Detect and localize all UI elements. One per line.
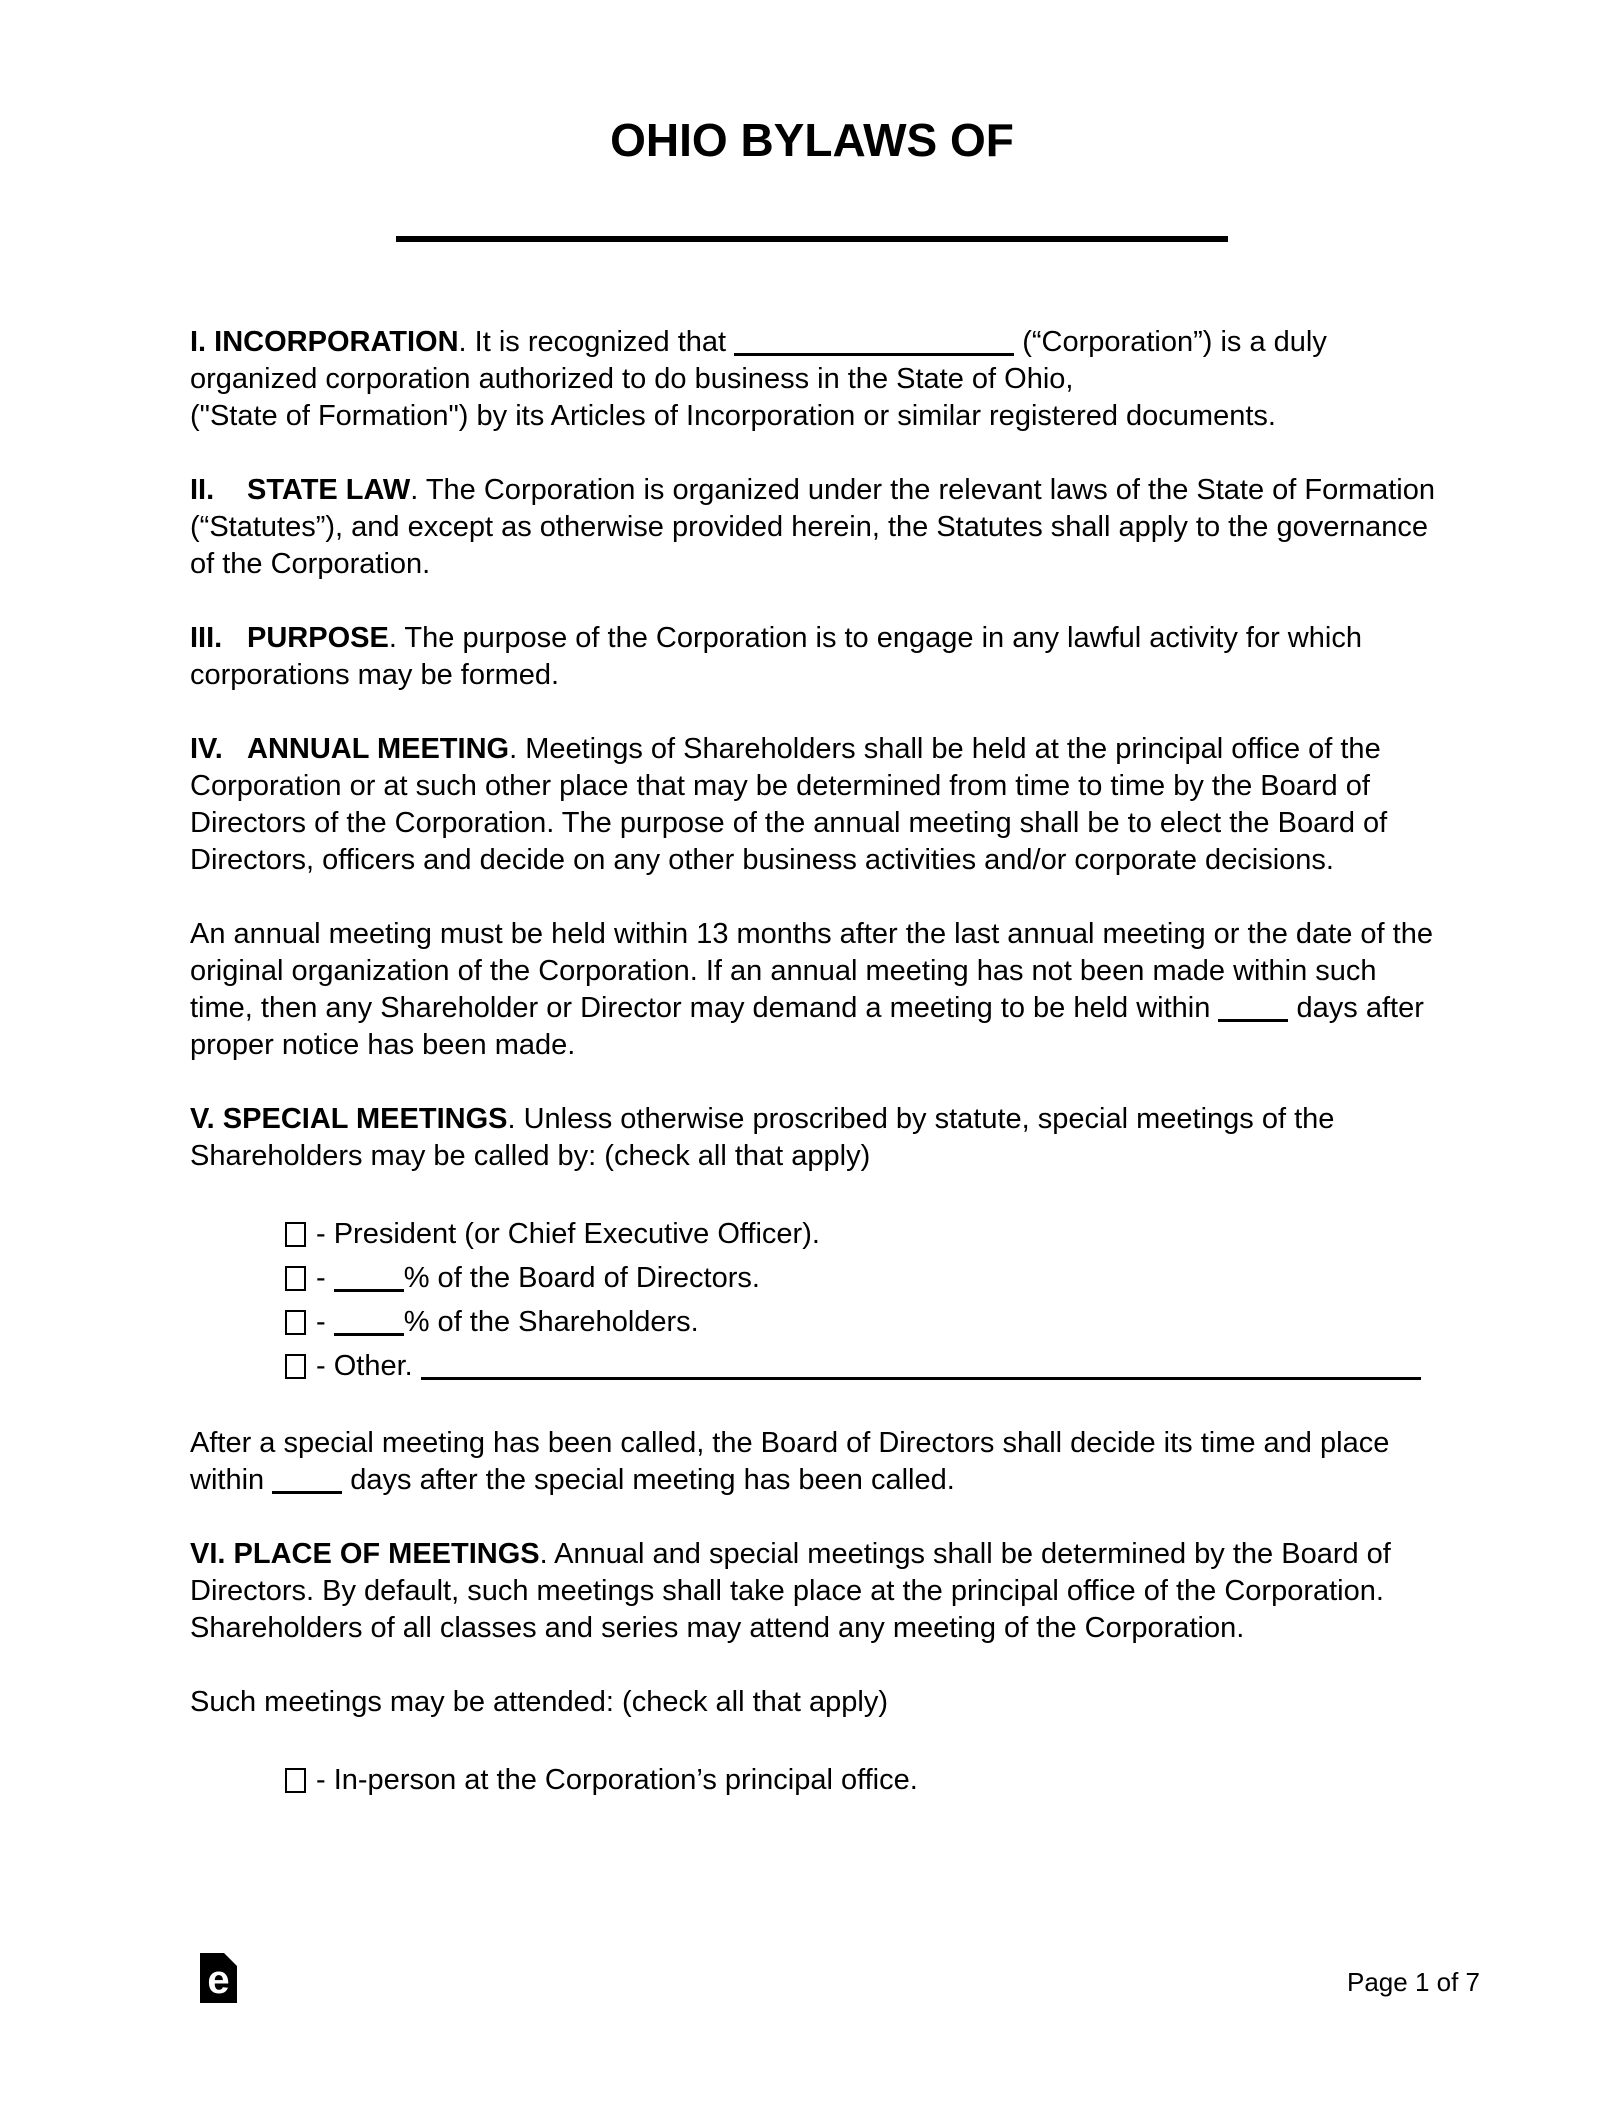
- document-body: [190, 324, 1436, 1839]
- special-meetings-checklist: [190, 1212, 1436, 1388]
- section-place-of-meetings: [190, 1536, 1436, 1647]
- other-blank[interactable]: [421, 1353, 1421, 1380]
- section-special-meetings: [190, 1101, 1436, 1175]
- eforms-logo: [200, 1953, 237, 2003]
- attendance-checklist: [190, 1758, 1436, 1802]
- section-place-of-meetings-text: . Annual and special meetings shall be determined by the Board of Directors. By default, such meetings shall take place at the principal office of the Corporation. Shareholders of all classes and series may attend any meeting of the Corporation.: [190, 1538, 1391, 1644]
- checklist-item-in-person: [285, 1758, 1436, 1802]
- annual-meeting-paragraph-2: [190, 916, 1436, 1064]
- in-person-checkbox[interactable]: [285, 1768, 306, 1793]
- section-state-law-heading: STATE LAW: [247, 474, 411, 506]
- section-purpose-number: III.: [190, 622, 223, 654]
- section-incorporation-text-3: ("State of Formation") by its Articles of Incorporation or similar registered documents.: [190, 400, 1276, 432]
- page-number: Page 1 of 7: [1347, 1967, 1480, 1997]
- section-annual-meeting-number: IV.: [190, 733, 223, 765]
- annual-meeting-para2-text-1: An annual meeting must be held within 13 months after the last annual meeting or the date of the original organization of the Corporation. If an annual meeting has not been made within such time, then any Shareholder or Director may demand a meeting to be held within: [190, 918, 1433, 1024]
- section-special-meetings-heading: V. SPECIAL MEETINGS: [190, 1103, 508, 1135]
- shareholders-percent-suffix: % of the Shareholders.: [403, 1306, 699, 1338]
- checklist-item-president: [285, 1212, 1436, 1256]
- special-meeting-days-blank[interactable]: [272, 1467, 342, 1494]
- special-meetings-para2-text-2: days after the special meeting has been called.: [342, 1464, 955, 1496]
- other-checkbox[interactable]: [285, 1354, 306, 1379]
- checklist-item-shareholders-percent: [285, 1300, 1436, 1344]
- board-percent-suffix: % of the Board of Directors.: [403, 1262, 760, 1294]
- section-special-meetings-text: . Unless otherwise proscribed by statute, special meetings of the Shareholders may be called by: (check all that apply): [190, 1103, 1335, 1172]
- shareholders-percent-checkbox[interactable]: [285, 1310, 306, 1335]
- checklist-item-president-label: - President (or Chief Executive Officer).: [316, 1218, 820, 1250]
- checklist-item-board-percent: [285, 1256, 1436, 1300]
- section-state-law-number: II.: [190, 474, 215, 506]
- board-percent-blank[interactable]: [334, 1265, 404, 1292]
- checklist-item-other: [285, 1344, 1436, 1388]
- section-state-law: [190, 472, 1436, 583]
- annual-meeting-days-blank[interactable]: [1218, 995, 1288, 1022]
- section-purpose-heading: PURPOSE: [247, 622, 389, 654]
- president-checkbox[interactable]: [285, 1222, 306, 1247]
- special-meetings-para2-text-1: After a special meeting has been called, the Board of Directors shall decide its time and place within: [190, 1427, 1390, 1496]
- other-prefix: - Other.: [316, 1350, 421, 1382]
- board-percent-checkbox[interactable]: [285, 1266, 306, 1291]
- section-incorporation-text-1: . It is recognized that: [458, 326, 735, 358]
- section-state-law-text: . The Corporation is organized under the relevant laws of the State of Formation (“Statutes”), and except as otherwise provided herein, the Statutes shall apply to the governance of the Corporation.: [190, 474, 1435, 580]
- section-incorporation-text-2: (“Corporation”) is a duly organized corporation authorized to do business in the State of Ohio,: [190, 326, 1327, 395]
- section-annual-meeting: [190, 731, 1436, 879]
- shareholders-percent-prefix: -: [316, 1306, 334, 1338]
- section-annual-meeting-text: . Meetings of Shareholders shall be held at the principal office of the Corporation or at such other place that may be determined from time to time by the Board of Directors of the Corporation. The purpose of the annual meeting shall be to elect the Board of Directors, officers and decide on any other business activities and/or corporate decisions.: [190, 733, 1388, 876]
- section-incorporation: [190, 324, 1436, 435]
- section-incorporation-heading: I. INCORPORATION: [190, 326, 459, 358]
- board-percent-prefix: -: [316, 1262, 334, 1294]
- section-purpose-text: . The purpose of the Corporation is to engage in any lawful activity for which corporations may be formed.: [190, 622, 1362, 691]
- section-purpose: [190, 620, 1436, 694]
- page-title: OHIO BYLAWS OF: [610, 114, 1014, 166]
- checklist-item-in-person-label: - In-person at the Corporation’s principal office.: [316, 1764, 918, 1796]
- attendance-intro: Such meetings may be attended: (check all that apply): [190, 1686, 888, 1718]
- corporation-name-blank[interactable]: [734, 329, 1014, 356]
- shareholders-percent-blank[interactable]: [334, 1309, 404, 1336]
- section-annual-meeting-heading: ANNUAL MEETING: [247, 733, 510, 765]
- special-meetings-paragraph-2: [190, 1425, 1436, 1499]
- eforms-logo-letter: e: [207, 1958, 230, 2002]
- annual-meeting-para2-text-2: days after proper notice has been made.: [190, 992, 1424, 1061]
- section-place-of-meetings-heading: VI. PLACE OF MEETINGS: [190, 1538, 540, 1570]
- company-name-blank-line[interactable]: [396, 236, 1228, 242]
